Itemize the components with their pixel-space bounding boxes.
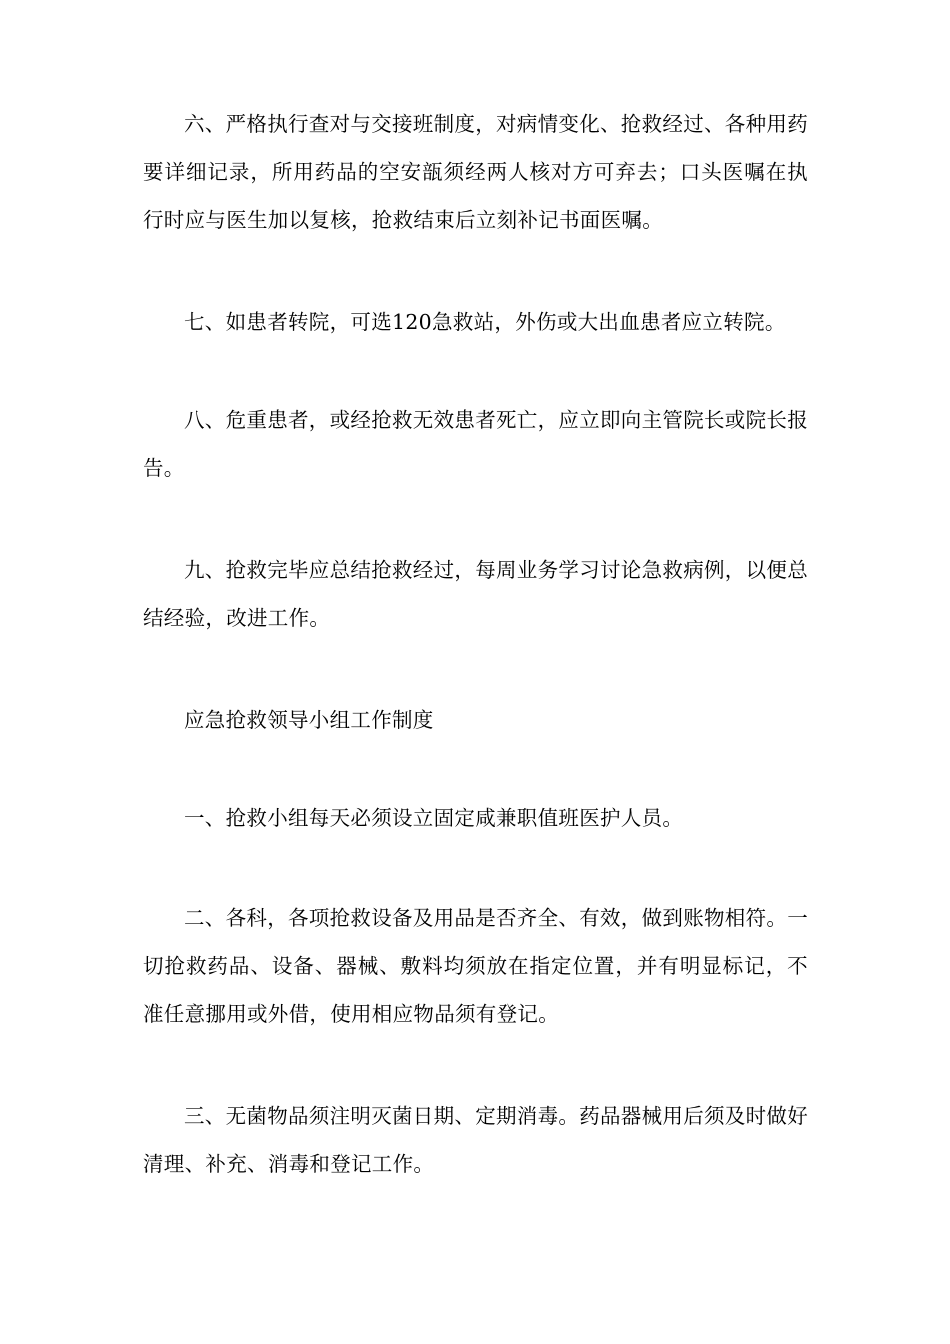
paragraph-seven: 七、如患者转院，可选120急救站，外伤或大出血患者应立转院。: [184, 310, 786, 334]
paragraph-nine: 九、抢救完毕应总结抢救经过，每周业务学习讨论急救病例，以便总结经验，改进工作。: [143, 558, 808, 630]
section-paragraph-one: 一、抢救小组每天必须设立固定咸兼职值班医护人员。: [184, 806, 684, 830]
paragraph-six: 六、严格执行查对与交接班制度，对病情变化、抢救经过、各种用药要详细记录，所用药品的空安瓿须经两人核对方可弃去；口头医嘱在执行时应与医生加以复核，抢救结束后立刻补记书面医嘱。: [143, 112, 808, 232]
section-title: 应急抢救领导小组工作制度: [184, 708, 434, 732]
section-paragraph-two: 二、各科，各项抢救设备及用品是否齐全、有效，做到账物相符。一切抢救药品、设备、器械、敷料均须放在指定位置，并有明显标记，不准任意挪用或外借，使用相应物品须有登记。: [143, 906, 808, 1026]
section-paragraph-three: 三、无菌物品须注明灭菌日期、定期消毒。药品器械用后须及时做好清理、补充、消毒和登记工作。: [143, 1104, 808, 1176]
paragraph-eight: 八、危重患者，或经抢救无效患者死亡，应立即向主管院长或院长报告。: [143, 408, 808, 480]
